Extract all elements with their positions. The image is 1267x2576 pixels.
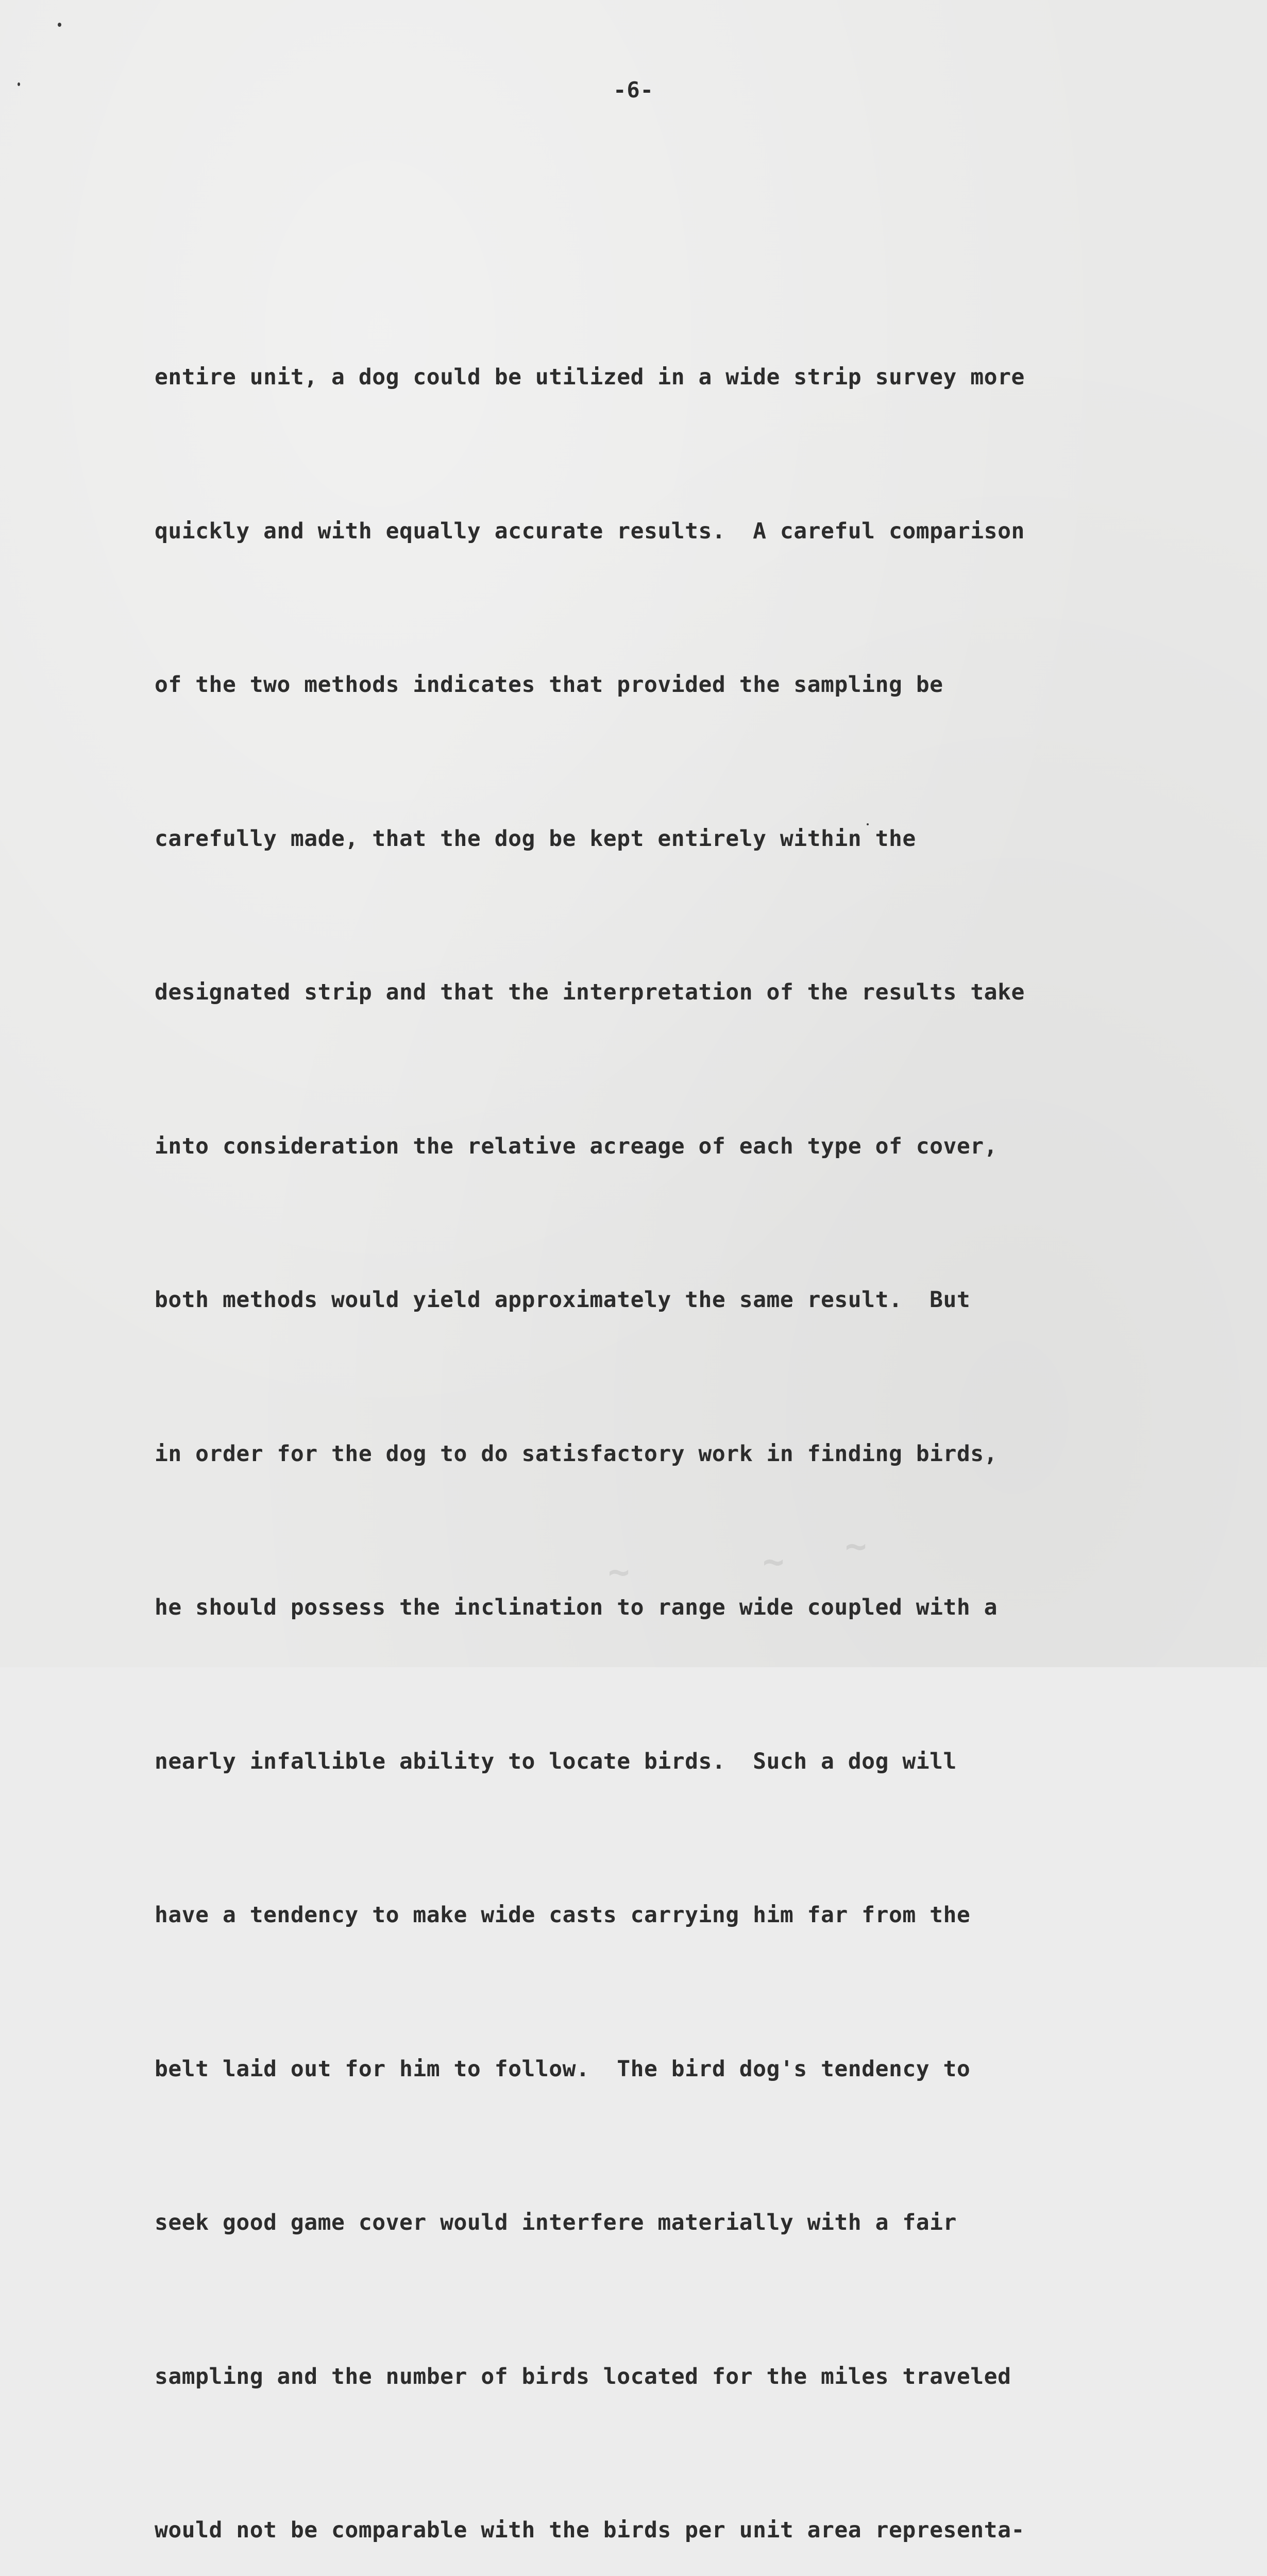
paper-speck	[58, 23, 61, 27]
text-line: belt laid out for him to follow. The bird dog's tendency to	[155, 2056, 971, 2082]
page-number: -6-	[613, 77, 654, 103]
text-line: he should possess the inclination to range wide coupled with a	[155, 1595, 998, 1620]
text-line: of the two methods indicates that provided the sampling be	[155, 672, 943, 698]
text-line: in order for the dog to do satisfactory work in finding birds,	[155, 1440, 998, 1467]
bleed-through-mark: ~	[763, 1540, 785, 1583]
text-line: have a tendency to make wide casts carrying him far from the	[155, 1902, 971, 1928]
text-line: designated strip and that the interpretation of the results take	[155, 979, 1025, 1005]
paragraph	[155, 249, 1164, 2576]
text-line: entire unit, a dog could be utilized in a wide strip survey more	[155, 364, 1025, 390]
bleed-through-mark: ~	[845, 1525, 867, 1567]
text-line: into consideration the relative acreage of each type of cover,	[155, 1133, 998, 1159]
text-line: quickly and with equally accurate results. A careful comparison	[155, 518, 1025, 544]
text-line: would not be comparable with the birds per unit area representa-	[155, 2517, 1025, 2543]
text-line: both methods would yield approximately the same result. But	[155, 1287, 971, 1313]
text-line: seek good game cover would interfere materially with a fair	[155, 2210, 957, 2235]
body-text	[155, 147, 1164, 2576]
text-line: nearly infallible ability to locate birds. Such a dog will	[155, 1748, 957, 1774]
bleed-through-mark: ~	[608, 1551, 630, 1593]
text-line: carefully made, that the dog be kept entirely within the	[155, 825, 916, 852]
text-line: sampling and the number of birds located for the miles traveled	[155, 2363, 1011, 2389]
